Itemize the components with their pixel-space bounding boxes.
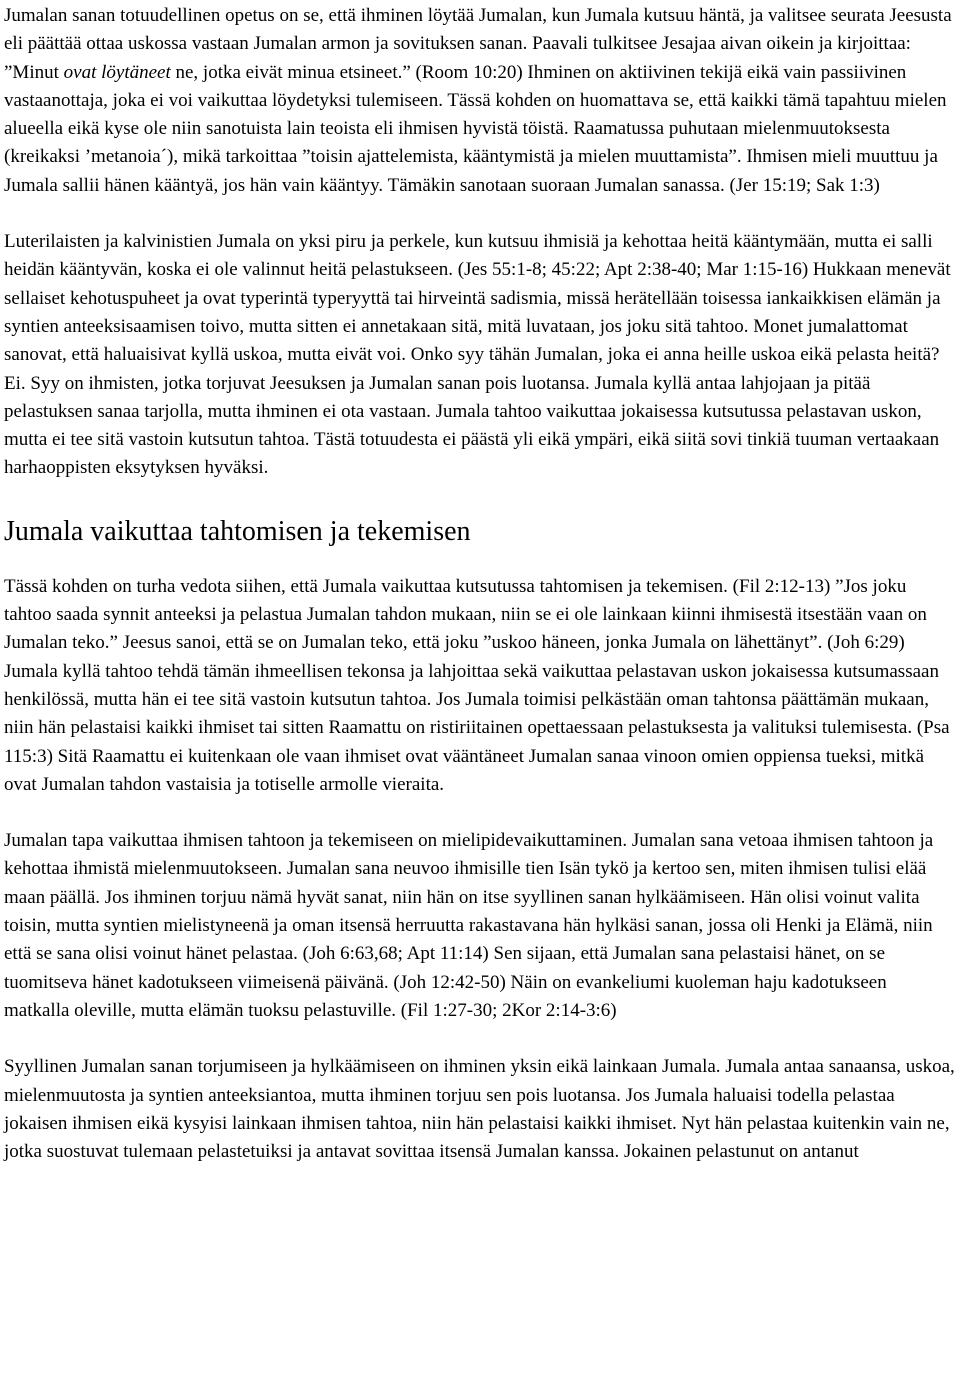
paragraph-gap <box>4 1025 956 1053</box>
paragraph-1-part-1: Jumalan sanan totuudellinen opetus on se, että ihminen löytää Jumalan, kun Jumala kutsuu häntä, ja valitsee seurata Jeesusta eli päättää ottaa uskossa vastaan Jumalan armon ja sovituksen sanan. Paavali tulkitsee Jesajaa aivan oikein ja kirjoittaa: ”Minut <box>4 5 952 83</box>
paragraph-4: Jumalan tapa vaikuttaa ihmisen tahtoon ja tekemiseen on mielipidevaikuttaminen. Jumalan sana vetoaa ihmisen tahtoon ja kehottaa ihmistä mielenmuutokseen. Jumalan sana neuvoo ihmisille tien Isän tykö ja kertoo sen, miten ihmisen tulisi elää maan päällä. Jos ihminen torjuu nämä hyvät sanat, niin hän on itse syyllinen sanan hylkäämiseen. Hän olisi voinut valita toisin, mutta syntien mielistyneenä ja oman itsensä herruutta rakastavana hän hylkäsi sanan, jossa oli Henki ja Elämä, niin että se sana olisi voinut hänet pelastaa. (Joh 6:63,68; Apt 11:14) Sen sijaan, että Jumalan sana pelastaisi hänet, on se tuomitseva hänet kadotukseen viimeisenä päivänä. (Joh 12:42-50) Näin on evankeliumi kuoleman haju kadotukseen matkalla oleville, mutta elämän tuoksu pelastuville. (Fil 1:27-30; 2Kor 2:14-3:6) <box>4 830 934 1021</box>
paragraph-3: Tässä kohden on turha vedota siihen, että Jumala vaikuttaa kutsutussa tahtomisen ja tekemisen. (Fil 2:12-13) ”Jos joku tahtoo saada synnit anteeksi ja pelastua Jumalan tahdon mukaan, niin se ei ole lainkaan kiinni ihmisestä itsestään vaan on Jumalan teko.” Jeesus sanoi, että se on Jumalan teko, että joku ”uskoo häneen, jonka Jumala on lähettänyt”. (Joh 6:29) Jumala kyllä tahtoo tehdä tämän ihmeellisen tekonsa ja lahjoittaa sekä vaikuttaa pelastavan uskon jokaisessa kutsumassaan henkilössä, mutta hän ei tee sitä vastoin kutsutun tahtoa. Jos Jumala toimisi pelkästään oman tahtonsa päättämän mukaan, niin hän pelastaisi kaikki ihmiset tai sitten Raamattu on ristiriitainen opettaessaan pelastuksesta ja valituksi tulemisesta. (Psa 115:3) Sitä Raamattu ei kuitenkaan ole vaan ihmiset ovat vääntäneet Jumalan sanaa vinoon omien oppiensa tueksi, mitkä ovat Jumalan tahdon vastaisia ja totiselle armolle vieraita. <box>4 575 950 795</box>
paragraph-gap <box>4 483 956 511</box>
section-heading: Jumala vaikuttaa tahtomisen ja tekemisen <box>4 515 471 547</box>
paragraph-5: Syyllinen Jumalan sanan torjumiseen ja hylkäämiseen on ihminen yksin eikä lainkaan Jumala. Jumala antaa sanaansa, uskoa, mielenmuutosta ja syntien anteeksiantoa, mutta ihminen torjuu sen pois luotansa. Jos Jumala haluaisi todella pelastaa jokaisen ihmisen eikä kysyisi lainkaan ihmisen tahtoa, niin hän pelastaisi kaikki ihmiset. Nyt hän pelastaa kuitenkin vain ne, jotka suostuvat tulemaan pelastetuiksi ja antavat sovittaa itsensä Jumalan kanssa. Jokainen pelastunut on antanut <box>4 1056 955 1163</box>
paragraph-gap <box>4 200 956 228</box>
paragraph-2: Luterilaisten ja kalvinistien Jumala on yksi piru ja perkele, kun kutsuu ihmisiä ja kehottaa heitä kääntymään, mutta ei salli heidän kääntyvän, koska ei ole valinnut heitä pelastukseen. (Jes 55:1-8; 45:22; Apt 2:38-40; Mar 1:15-16) Hukkaan menevät sellaiset kehotuspuheet ja ovat typerintä typeryyttä tai hirveintä sadismia, missä herätellään toisessa iankaikkisen elämän ja syntien anteeksisaamisen toivo, mutta sitten ei annetakaan sitä, mitä luvataan, jos joku sitä tahtoo. Monet jumalattomat sanovat, että haluaisivat kyllä uskoa, mutta eivät voi. Onko syy tähän Jumalan, joka ei anna heille uskoa eikä pelasta heitä? Ei. Syy on ihmisten, jotka torjuvat Jeesuksen ja Jumalan sanan pois luotansa. Jumala kyllä antaa lahjojaan ja pitää pelastuksen sanaa tarjolla, mutta ihminen ei ota vastaan. Jumala tahtoo vaikuttaa jokaisessa kutsutussa pelastavan uskon, mutta ei tee sitä vastoin kutsutun tahtoa. Tästä totuudesta ei päästä yli eikä ympäri, eikä siitä sovi tinkiä tuuman vertaakaan harhaoppisten eksytyksen hyväksi. <box>4 231 951 479</box>
document-page <box>4 2 956 1166</box>
paragraph-1-part-2: ne, jotka eivät minua etsineet.” (Room 10:20) Ihminen on aktiivinen tekijä eikä vain passiivinen vastaanottaja, joka ei voi vaikuttaa löydetyksi tulemiseen. Tässä kohden on huomattava se, että kaikki tämä tapahtuu mielen alueella eikä kyse ole niin sanotuista lain teoista eli ihmisen hyvistä töistä. Raamatussa puhutaan mielenmuutoksesta (kreikaksi ’metanoia´), mikä tarkoittaa ”toisin ajattelemista, kääntymistä ja mielen muuttamista”. Ihmisen mieli muuttuu ja Jumala sallii hänen kääntyä, jos hän vain kääntyy. Tämäkin sanotaan suoraan Jumalan sanassa. (Jer 15:19; Sak 1:3) <box>4 61 947 196</box>
paragraph-1 <box>4 2 956 200</box>
paragraph-gap <box>4 799 956 827</box>
paragraph-1-italic: ovat löytäneet <box>63 61 171 83</box>
